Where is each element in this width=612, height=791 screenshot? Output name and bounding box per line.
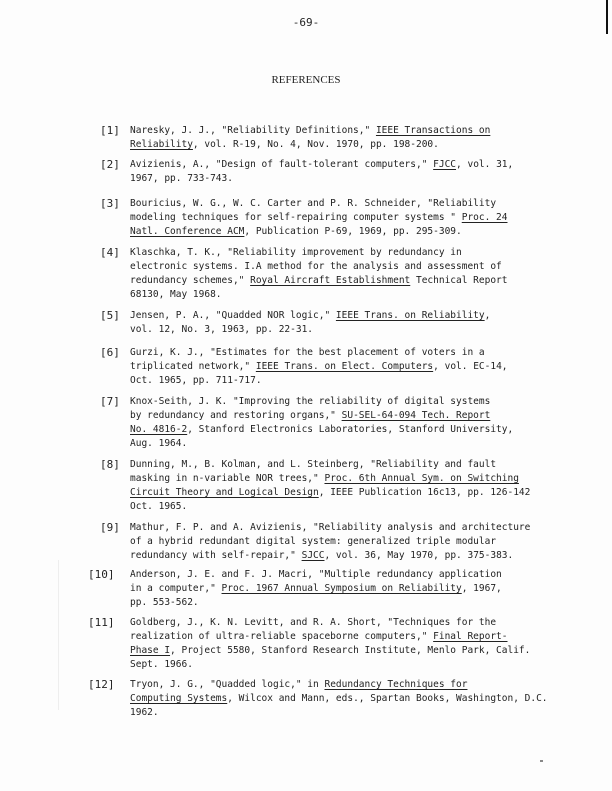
reference-title-segment: Circuit Theory and Logical Design bbox=[130, 487, 319, 498]
scan-speck bbox=[540, 760, 543, 762]
reference-line bbox=[130, 644, 570, 658]
reference-line bbox=[130, 472, 570, 486]
reference-text-segment: electronic systems. I.A method for the analysis and assessment of bbox=[130, 261, 502, 272]
reference-text-segment: , vol. EC-14, bbox=[433, 361, 508, 372]
reference-line bbox=[130, 437, 570, 451]
reference-line bbox=[130, 678, 570, 692]
reference-text-segment: Technical Report bbox=[410, 275, 508, 286]
reference-line bbox=[130, 197, 570, 211]
reference-text-segment: in a computer," bbox=[130, 583, 222, 594]
reference-text bbox=[130, 458, 570, 514]
reference-line bbox=[130, 521, 570, 535]
reference-number: [1] bbox=[100, 124, 120, 137]
reference-text-segment: Klaschka, T. K., "Reliability improvement by redundancy in bbox=[130, 247, 462, 258]
reference-title-segment: Royal Aircraft Establishment bbox=[250, 275, 411, 286]
reference-line bbox=[130, 346, 570, 360]
reference-text bbox=[130, 309, 570, 337]
reference-text-segment: redundancy with self-repair," bbox=[130, 550, 302, 561]
reference-text-segment: realization of ultra-reliable spaceborne computers," bbox=[130, 631, 434, 642]
reference-title-segment: FJCC bbox=[433, 159, 457, 170]
reference-text-segment: Mathur, F. P. and A. Avizienis, "Reliability analysis and architecture bbox=[130, 522, 531, 533]
reference-number: [9] bbox=[100, 521, 120, 534]
reference-line bbox=[130, 535, 570, 549]
reference-text-segment: , bbox=[484, 310, 491, 321]
reference-text-segment: , vol. R-19, No. 4, Nov. 1970, pp. 198-200. bbox=[192, 139, 439, 150]
reference-text-segment: , IEEE Publication 16c13, pp. 126-142 bbox=[318, 487, 531, 498]
reference-text-segment: 68130, May 1968. bbox=[130, 289, 222, 300]
reference-text-segment: Aug. 1964. bbox=[130, 438, 188, 449]
reference-line bbox=[130, 309, 570, 323]
reference-text-segment: Tryon, J. G., "Quadded logic," in bbox=[130, 679, 325, 690]
reference-text bbox=[130, 346, 570, 388]
reference-text-segment: Avizienis, A., "Design of fault-tolerant computers," bbox=[130, 159, 434, 170]
reference-line bbox=[130, 630, 570, 644]
reference-number: [3] bbox=[100, 197, 120, 210]
reference-text-segment: , vol. 36, May 1970, pp. 375-383. bbox=[324, 550, 514, 561]
reference-title-segment: SJCC bbox=[301, 550, 325, 561]
reference-text-segment: , 1967, bbox=[461, 583, 502, 594]
reference-number: [6] bbox=[100, 346, 120, 359]
reference-number: [11] bbox=[88, 616, 115, 629]
reference-title-segment: IEEE Trans. on Reliability bbox=[335, 310, 485, 321]
reference-text-segment: 1967, pp. 733-743. bbox=[130, 173, 233, 184]
reference-line bbox=[130, 458, 570, 472]
reference-line bbox=[130, 138, 570, 152]
reference-text-segment: Goldberg, J., K. N. Levitt, and R. A. Short, "Techniques for the bbox=[130, 617, 497, 628]
reference-number: [2] bbox=[100, 158, 120, 171]
reference-line bbox=[130, 288, 570, 302]
reference-text-segment: Bouricius, W. G., W. C. Carter and P. R. Schneider, "Reliability bbox=[130, 198, 497, 209]
reference-text bbox=[130, 395, 570, 451]
reference-text-segment: , Publication P-69, 1969, pp. 295-309. bbox=[244, 226, 462, 237]
reference-text bbox=[130, 568, 570, 610]
reference-number: [8] bbox=[100, 458, 120, 471]
reference-text-segment: redundancy schemes," bbox=[130, 275, 251, 286]
reference-text-segment: modeling techniques for self-repairing computer systems " bbox=[130, 212, 462, 223]
reference-text-segment: Naresky, J. J., "Reliability Definitions," bbox=[130, 125, 376, 136]
reference-number: [7] bbox=[100, 395, 120, 408]
reference-text-segment: masking in n-variable NOR trees," bbox=[130, 473, 325, 484]
reference-line bbox=[130, 616, 570, 630]
reference-text-segment: of a hybrid redundant digital system: generalized triple modular bbox=[130, 536, 497, 547]
reference-title-segment: Final Report- bbox=[433, 631, 508, 642]
reference-text-segment: , vol. 31, bbox=[456, 159, 514, 170]
reference-title-segment: IEEE Trans. on Elect. Computers bbox=[255, 361, 434, 372]
reference-title-segment: Redundancy Techniques for bbox=[324, 679, 468, 690]
reference-line bbox=[130, 172, 570, 186]
reference-text-segment: vol. 12, No. 3, 1963, pp. 22-31. bbox=[130, 324, 314, 335]
reference-text-segment: 1962. bbox=[130, 707, 159, 718]
reference-text-segment: triplicated network," bbox=[130, 361, 256, 372]
reference-title-segment: Proc. 6th Annual Sym. on Switching bbox=[324, 473, 519, 484]
reference-line bbox=[130, 706, 570, 720]
reference-line bbox=[130, 225, 570, 239]
reference-line bbox=[130, 692, 570, 706]
reference-title-segment: Computing Systems bbox=[130, 693, 228, 704]
reference-number: [5] bbox=[100, 309, 120, 322]
reference-line bbox=[130, 486, 570, 500]
page-number: -69- bbox=[292, 16, 320, 29]
reference-title-segment: Reliability bbox=[130, 139, 193, 150]
reference-line bbox=[130, 211, 570, 225]
reference-text bbox=[130, 197, 570, 239]
reference-text bbox=[130, 521, 570, 563]
reference-line bbox=[130, 246, 570, 260]
reference-title-segment: Natl. Conference ACM bbox=[130, 226, 245, 237]
reference-number: [12] bbox=[88, 678, 115, 691]
reference-text bbox=[130, 246, 570, 302]
reference-line bbox=[130, 124, 570, 138]
reference-line bbox=[130, 323, 570, 337]
reference-line bbox=[130, 549, 570, 563]
reference-line bbox=[130, 658, 570, 672]
reference-line bbox=[130, 500, 570, 514]
reference-text-segment: Anderson, J. E. and F. J. Macri, "Multiple redundancy application bbox=[130, 569, 502, 580]
reference-text bbox=[130, 616, 570, 672]
reference-text-segment: Dunning, M., B. Kolman, and L. Steinberg, "Reliability and fault bbox=[130, 459, 497, 470]
reference-line bbox=[130, 260, 570, 274]
reference-line bbox=[130, 423, 570, 437]
reference-text bbox=[130, 158, 570, 186]
references-heading: REFERENCES bbox=[271, 74, 341, 86]
reference-line bbox=[130, 568, 570, 582]
reference-title-segment: Proc. 24 bbox=[461, 212, 508, 223]
reference-line bbox=[130, 582, 570, 596]
reference-line bbox=[130, 409, 570, 423]
reference-text bbox=[130, 124, 570, 152]
reference-line bbox=[130, 360, 570, 374]
reference-number: [10] bbox=[88, 568, 115, 581]
reference-title-segment: No. 4816-2 bbox=[130, 424, 188, 435]
reference-line bbox=[130, 395, 570, 409]
reference-text-segment: Sept. 1966. bbox=[130, 659, 193, 670]
reference-line bbox=[130, 158, 570, 172]
reference-line bbox=[130, 596, 570, 610]
reference-text-segment: Jensen, P. A., "Quadded NOR logic," bbox=[130, 310, 336, 321]
reference-text-segment: Oct. 1965, pp. 711-717. bbox=[130, 375, 262, 386]
reference-text-segment: by redundancy and restoring organs," bbox=[130, 410, 342, 421]
reference-title-segment: IEEE Transactions on bbox=[375, 125, 491, 136]
reference-text-segment: Gurzi, K. J., "Estimates for the best placement of voters in a bbox=[130, 347, 485, 358]
reference-text-segment: , Wilcox and Mann, eds., Spartan Books, Washington, D.C. bbox=[227, 693, 548, 704]
reference-title-segment: Phase I bbox=[130, 645, 171, 656]
reference-line bbox=[130, 374, 570, 388]
reference-text-segment: Knox-Seith, J. K. "Improving the reliability of digital systems bbox=[130, 396, 491, 407]
reference-line bbox=[130, 274, 570, 288]
reference-text-segment: , Stanford Electronics Laboratories, Stanford University, bbox=[187, 424, 514, 435]
reference-text-segment: pp. 553-562. bbox=[130, 597, 199, 608]
reference-text bbox=[130, 678, 570, 720]
reference-title-segment: Proc. 1967 Annual Symposium on Reliability bbox=[221, 583, 462, 594]
reference-text-segment: , Project 5580, Stanford Research Institute, Menlo Park, Calif. bbox=[170, 645, 531, 656]
reference-number: [4] bbox=[100, 246, 120, 259]
reference-text-segment: Oct. 1965. bbox=[130, 501, 188, 512]
scan-margin-line bbox=[58, 560, 59, 710]
reference-title-segment: SU-SEL-64-094 Tech. Report bbox=[341, 410, 491, 421]
